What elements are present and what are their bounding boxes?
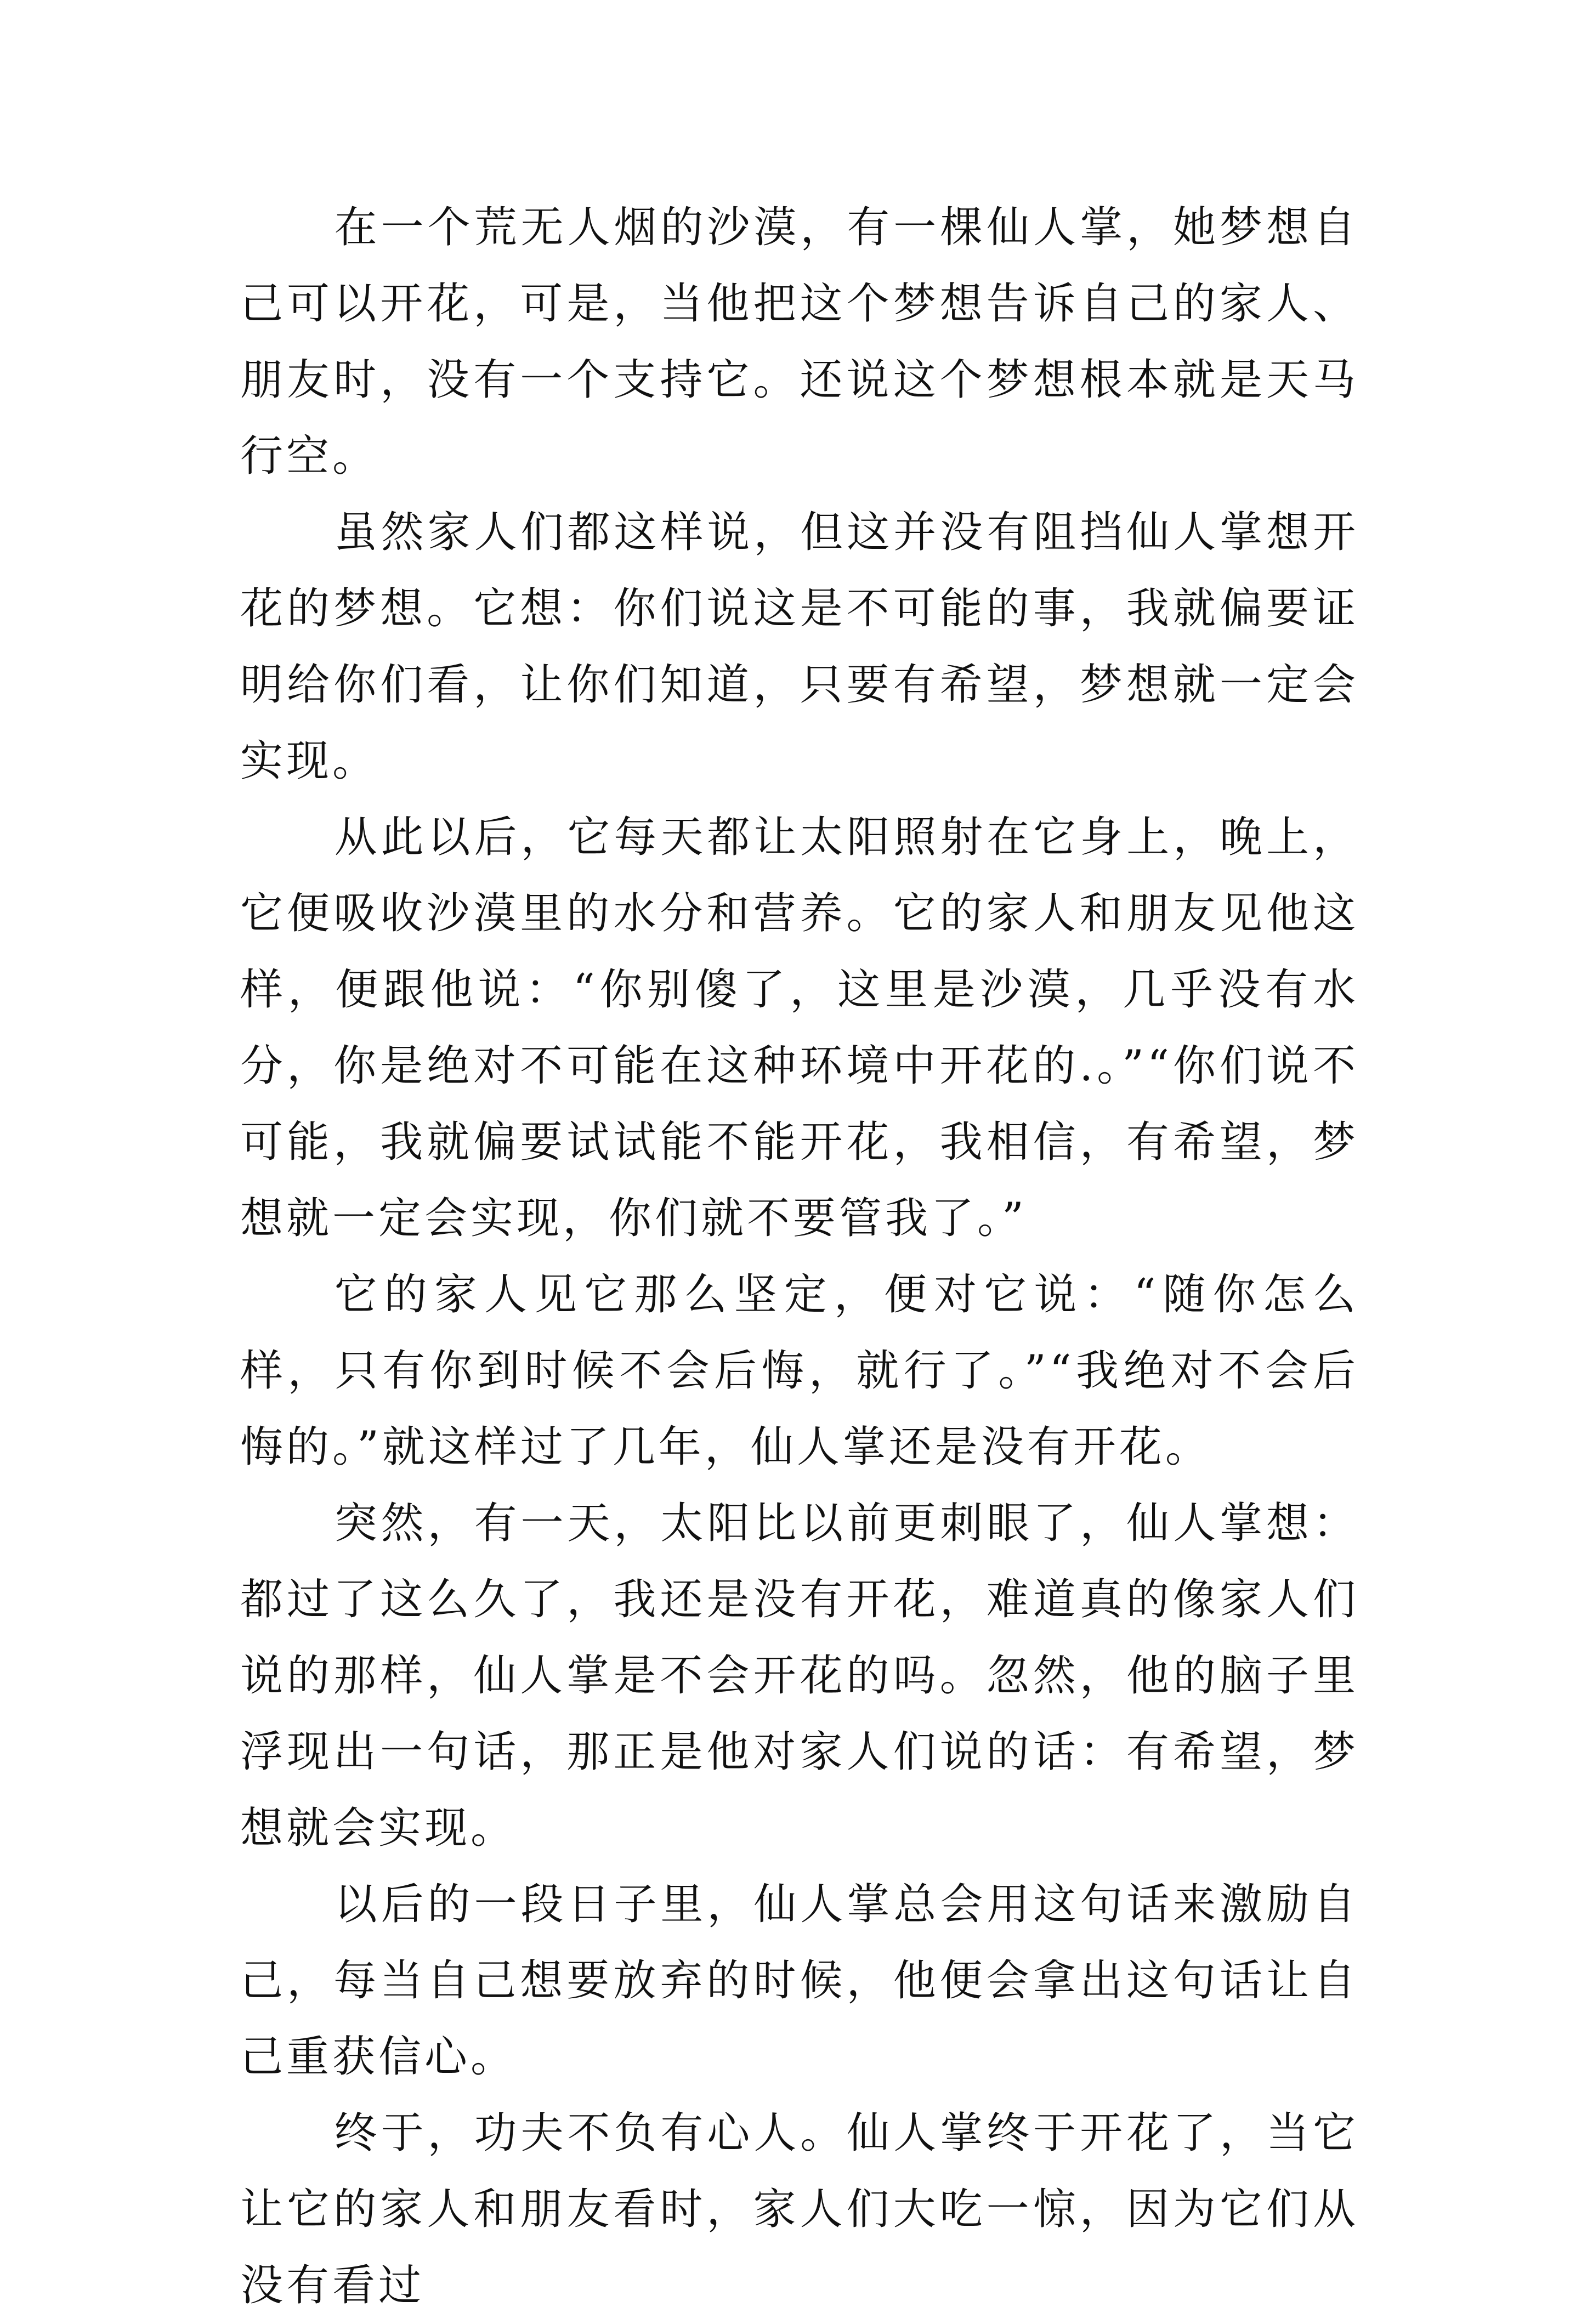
paragraph-7: 终于，功夫不负有心人。仙人掌终于开花了，当它让它的家人和朋友看时，家人们大吃一惊，因为它们从没有看过 [240,2108,1359,2310]
paragraph-2: 虽然家人们都这样说，但这并没有阻挡仙人掌想开花的梦想。它想：你们说这是不可能的事，我就偏要证明给你们看，让你们知道，只要有希望，梦想就一定会实现。 [240,508,1359,786]
paragraph-1: 在一个荒无人烟的沙漠，有一棵仙人掌，她梦想自己可以开花，可是，当他把这个梦想告诉自己的家人、朋友时，没有一个支持它。还说这个梦想根本就是天马行空。 [240,203,1359,481]
paragraph-6: 以后的一段日子里，仙人掌总会用这句话来激励自己，每当自己想要放弃的时候，他便会拿出这句话让自己重获信心。 [240,1880,1359,2082]
paragraph-4: 它的家人见它那么坚定，便对它说：“随你怎么样，只有你到时候不会后悔，就行了。”“我绝对不会后悔的。”就这样过了几年，仙人掌还是没有开花。 [240,1270,1359,1472]
document-body [240,190,1359,2324]
paragraph-3: 从此以后，它每天都让太阳照射在它身上，晚上，它便吸收沙漠里的水分和营养。它的家人和朋友见他这样，便跟他说：“你别傻了，这里是沙漠，几乎没有水分，你是绝对不可能在这种环境中开花的.。”“你们说不可能，我就偏要试试能不能开花，我相信，有希望，梦想就一定会实现，你们就不要管我了。” [240,813,1359,1243]
paragraph-5: 突然，有一天，太阳比以前更刺眼了，仙人掌想：都过了这么久了，我还是没有开花，难道真的像家人们说的那样，仙人掌是不会开花的吗。忽然，他的脑子里浮现出一句话，那正是他对家人们说的话：有希望，梦想就会实现。 [240,1499,1359,1853]
